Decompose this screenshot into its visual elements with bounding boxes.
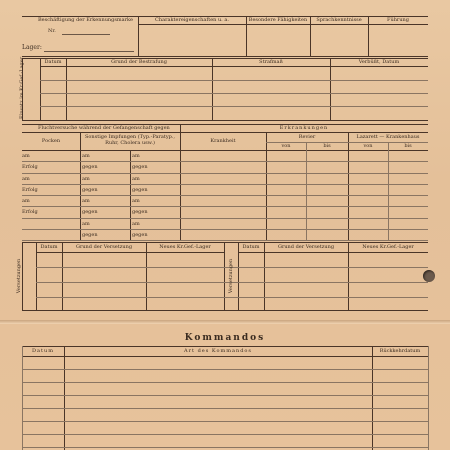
- rule: [238, 242, 239, 310]
- escape-row-c2: gegen: [82, 187, 98, 193]
- rule: [22, 206, 428, 207]
- rule: [22, 184, 428, 185]
- transfers-side-label-right: Versetzungen: [228, 258, 234, 294]
- escape-row-label: Erfolg: [22, 209, 38, 215]
- escape-row-c2: am: [82, 176, 90, 182]
- rule: [224, 242, 225, 310]
- rule: [22, 150, 428, 151]
- rule: [212, 58, 213, 120]
- lazarett-bis: bis: [404, 143, 412, 149]
- escape-row-label: Erfolg: [22, 187, 38, 193]
- rule: [62, 242, 63, 310]
- abilities-header: Besondere Fähigkeiten: [248, 17, 308, 23]
- escape-row-label: am: [22, 176, 30, 182]
- kommandos-row-line: [22, 447, 428, 448]
- kommandos-row-line: [22, 421, 428, 422]
- rule: [22, 173, 428, 174]
- rule: [428, 346, 429, 450]
- camp-label: Lager:: [22, 44, 42, 51]
- rule: [40, 106, 428, 107]
- emp-col-reason: Grund der Bestrafung: [111, 59, 167, 65]
- rule: [146, 242, 147, 310]
- kom-col-return: Rückkehrdatum: [379, 348, 421, 354]
- rule: [66, 58, 67, 120]
- col-lazarett: Lazarett — Krankenhaus: [356, 134, 420, 140]
- kommandos-row-line: [22, 408, 428, 409]
- rule: [388, 142, 389, 240]
- escape-row-c3: am: [132, 153, 140, 159]
- nr-label: Nr.: [48, 28, 56, 34]
- rule: [22, 161, 428, 162]
- rule: [22, 56, 428, 57]
- transfers-side-label-left: Versetzungen: [16, 258, 22, 294]
- rule: [36, 252, 224, 253]
- rule: [348, 242, 349, 310]
- illness-header: Erkrankungen: [279, 125, 329, 131]
- kommandos-row-line: [22, 395, 428, 396]
- escape-row-c3: gegen: [132, 164, 148, 170]
- rule: [22, 132, 428, 133]
- character-header: Charaktereigenschaften u. a.: [155, 17, 229, 23]
- rule: [22, 218, 428, 219]
- tr2-col-reason: Grund der Versetzung: [277, 244, 335, 250]
- tr2-col-camp: Neues Kr.Gef.-Lager: [362, 244, 414, 250]
- tr-col-reason: Grund der Versetzung: [75, 244, 133, 250]
- col-pocken: Pocken: [41, 138, 61, 144]
- escape-row-c2: am: [82, 153, 90, 159]
- escape-row-c3: am: [132, 221, 140, 227]
- rule: [22, 229, 428, 230]
- emp-col-measure: Strafmaß: [259, 59, 283, 65]
- language-header: Sprachkenntnisse: [316, 17, 362, 23]
- kommandos-row-line: [22, 369, 428, 370]
- rule: [36, 242, 37, 310]
- conduct-header: Führung: [387, 17, 409, 23]
- rule: [40, 93, 428, 94]
- tr-col-date: Datum: [40, 244, 58, 250]
- escape-row-label: Erfolg: [22, 164, 38, 170]
- rule: [40, 80, 428, 81]
- escape-row-c2: gegen: [82, 164, 98, 170]
- rule: [22, 240, 428, 241]
- escape-header: Fluchtversuche während der Gefangenschaft gegen: [38, 125, 170, 131]
- tr-col-camp: Neues Kr.Gef.-Lager: [159, 244, 211, 250]
- kom-col-date: Datum: [32, 348, 54, 354]
- employment-id-label: Beschäftigung der Erkennungsmarke: [38, 17, 134, 23]
- rule: [22, 346, 428, 347]
- escape-row-c3: gegen: [132, 232, 148, 238]
- rule: [22, 310, 428, 311]
- camp-line: [44, 51, 134, 52]
- escape-row-c2: gegen: [82, 232, 98, 238]
- escape-row-c3: gegen: [132, 209, 148, 215]
- kommandos-row-line: [22, 434, 428, 435]
- rule: [22, 195, 428, 196]
- kom-col-type: Art des Kommandos: [184, 348, 252, 354]
- lazarett-von: von: [363, 143, 373, 149]
- punch-hole: [423, 270, 435, 282]
- rule: [22, 120, 428, 121]
- rule: [138, 24, 428, 25]
- rule: [264, 242, 265, 310]
- tr2-col-date: Datum: [242, 244, 260, 250]
- escape-row-c2: am: [82, 221, 90, 227]
- emp-col-date: Datum: [44, 59, 62, 65]
- escape-row-c3: am: [132, 176, 140, 182]
- escape-row-c3: gegen: [132, 187, 148, 193]
- card-fold: [0, 320, 450, 324]
- revier-bis: bis: [323, 143, 331, 149]
- kommandos-title: Kommandos: [184, 333, 266, 343]
- rule: [22, 356, 428, 357]
- rule: [40, 66, 428, 67]
- escape-row-c2: am: [82, 198, 90, 204]
- kommandos-row-line: [22, 382, 428, 383]
- rule: [238, 252, 428, 253]
- rule: [22, 242, 23, 310]
- col-revier: Revier: [298, 134, 316, 140]
- revier-von: von: [281, 143, 291, 149]
- escape-row-c3: am: [132, 198, 140, 204]
- nr-line: [62, 34, 110, 35]
- rule: [36, 297, 428, 298]
- emp-col-served: Verbüßt, Datum: [358, 59, 400, 65]
- rule: [80, 132, 81, 240]
- col-other-vaccinations: Sonstige Impfungen (Typ.-Paratyp., Ruhr, Cholera usw.): [84, 134, 176, 146]
- rule: [330, 58, 331, 120]
- rule: [40, 58, 41, 120]
- employment-side-label: Einsatz im Kr.Gef.-Lager: [19, 56, 25, 119]
- escape-row-c2: gegen: [82, 209, 98, 215]
- rule: [22, 242, 428, 243]
- col-disease: Krankheit: [210, 138, 236, 144]
- rule: [306, 142, 307, 240]
- escape-row-label: am: [22, 198, 30, 204]
- escape-row-label: am: [22, 153, 30, 159]
